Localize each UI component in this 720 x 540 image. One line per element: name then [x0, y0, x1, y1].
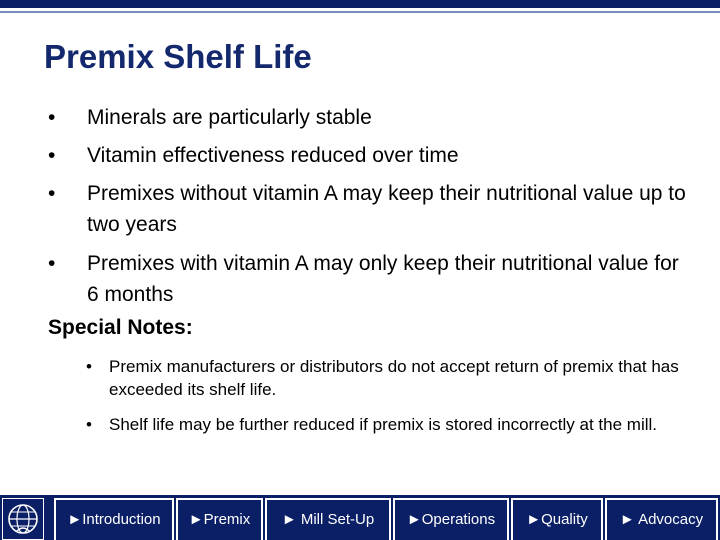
top-header-bar [0, 0, 720, 8]
bullet-item [48, 248, 688, 310]
bullet-item [48, 140, 688, 171]
bullet-text: Vitamin effectiveness reduced over time [87, 144, 459, 167]
bullet-marker: • [48, 182, 56, 205]
special-notes-heading: Special Notes: [48, 316, 193, 339]
bullet-marker: • [48, 106, 56, 129]
nav-tab-advocacy[interactable]: ► Advocacy [605, 498, 718, 540]
bullet-text: Premixes without vitamin A may keep their nutritional value up to two years [87, 182, 686, 236]
bullet-text: Minerals are particularly stable [87, 106, 372, 129]
nav-tab-premix[interactable]: ►Premix [176, 498, 263, 540]
bullet-marker: • [48, 252, 56, 275]
bullet-item [48, 178, 688, 240]
nav-tab-mill-set-up[interactable]: ► Mill Set-Up [265, 498, 391, 540]
globe-wheat-logo-icon [2, 498, 44, 540]
note-text: Premix manufacturers or distributors do not accept return of premix that has exceeded its shelf life. [109, 357, 679, 399]
special-note-item [86, 355, 686, 401]
nav-tab-introduction[interactable]: ►Introduction [54, 498, 174, 540]
top-header-line [0, 11, 720, 13]
note-marker: • [86, 415, 92, 434]
nav-tab-quality[interactable]: ►Quality [511, 498, 603, 540]
bullet-item [48, 102, 688, 133]
nav-tab-operations[interactable]: ►Operations [393, 498, 509, 540]
bullet-text: Premixes with vitamin A may only keep their nutritional value for 6 months [87, 252, 679, 306]
slide-title: Premix Shelf Life [44, 38, 312, 75]
note-text: Shelf life may be further reduced if premix is stored incorrectly at the mill. [109, 415, 657, 434]
globe-icon [6, 502, 40, 536]
note-marker: • [86, 357, 92, 376]
special-note-item [86, 413, 686, 436]
bullet-marker: • [48, 144, 56, 167]
